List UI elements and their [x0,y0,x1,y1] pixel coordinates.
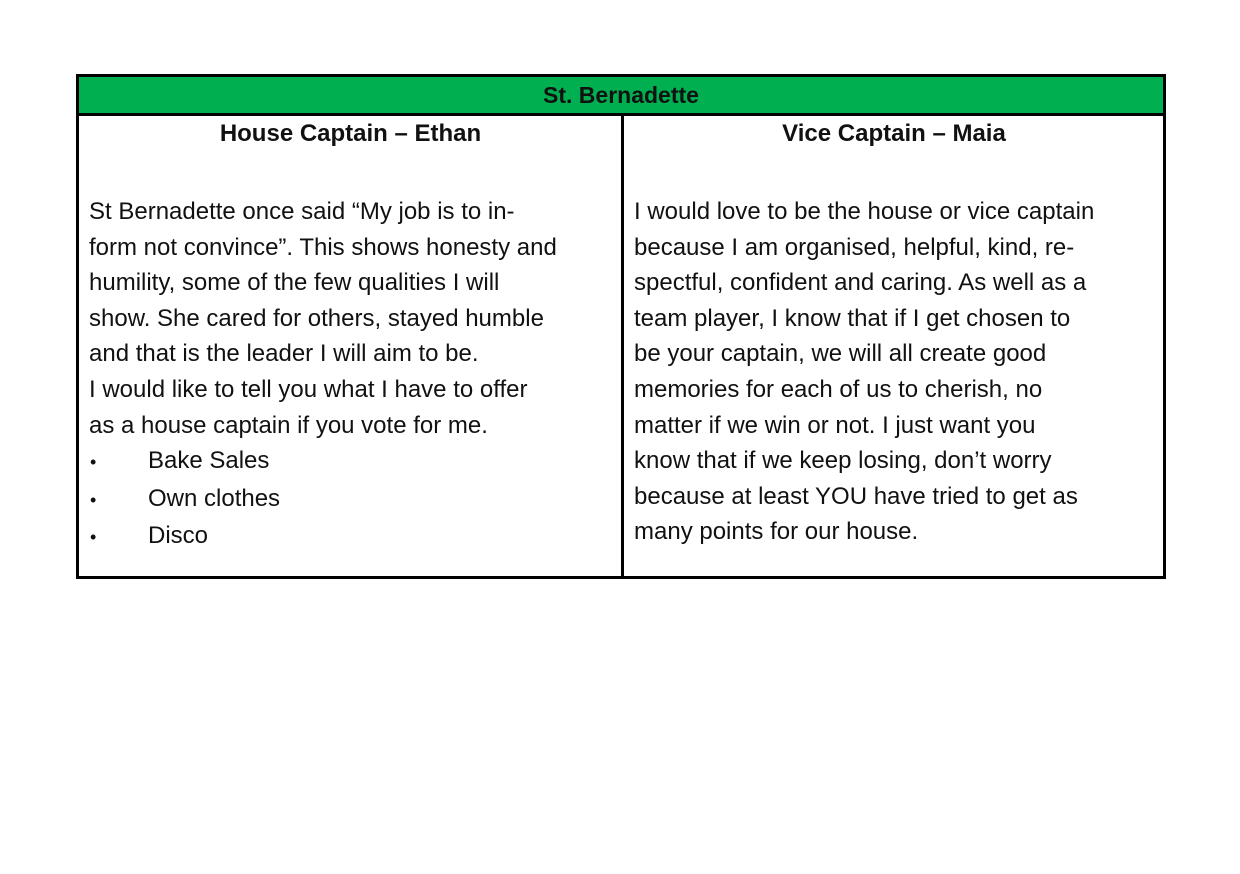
statement-line: because I am organised, helpful, kind, re- [634,233,1075,261]
bullet-icon: • [90,527,97,548]
statement-line: matter if we win or not. I just want you [634,411,1036,439]
statement-line: be your captain, we will all create good [634,340,1047,368]
statement-line: humility, some of the few qualities I will [89,269,500,297]
offer-label: Disco [148,522,209,550]
statement-line: team player, I know that if I get chosen to [634,304,1071,332]
statement-line: I would like to tell you what I have to offer [89,375,528,403]
statement-line: and that is the leader I will aim to be. [89,340,479,368]
house-name-header: St. Bernadette [79,77,1163,116]
house-captain-statement [89,194,612,556]
house-table [76,74,1166,579]
statement-line: memories for each of us to cherish, no [634,375,1043,403]
statement-line: as a house captain if you vote for me. [89,411,488,439]
house-captain-title: House Captain – Ethan [219,120,482,147]
statement-line: because at least YOU have tried to get as [634,482,1078,510]
house-captain-cell [79,116,624,576]
house-captain-paragraph-1 [89,194,612,372]
statement-line: spectful, confident and caring. As well as a [634,269,1087,297]
statement-line: St Bernadette once said “My job is to in- [89,198,515,225]
statement-line: know that if we keep losing, don’t worry [634,447,1052,475]
offer-list [89,443,612,556]
list-item [89,443,612,481]
vice-captain-statement [634,194,1154,550]
offer-label: Own clothes [148,484,281,512]
statement-line: show. She cared for others, stayed humble [89,304,544,332]
vice-captain-paragraph [634,194,1154,550]
bullet-icon: • [90,489,97,510]
list-item [89,481,612,519]
bullet-icon: • [90,452,97,473]
statement-line: many points for our house. [634,518,919,546]
statement-line: form not convince”. This shows honesty and [89,233,557,261]
house-captain-paragraph-2 [89,372,612,443]
list-item [89,518,612,556]
offer-label: Bake Sales [148,447,270,475]
statement-line: I would love to be the house or vice captain [634,198,1095,225]
vice-captain-title: Vice Captain – Maia [782,120,1006,147]
vice-captain-cell [624,116,1163,576]
